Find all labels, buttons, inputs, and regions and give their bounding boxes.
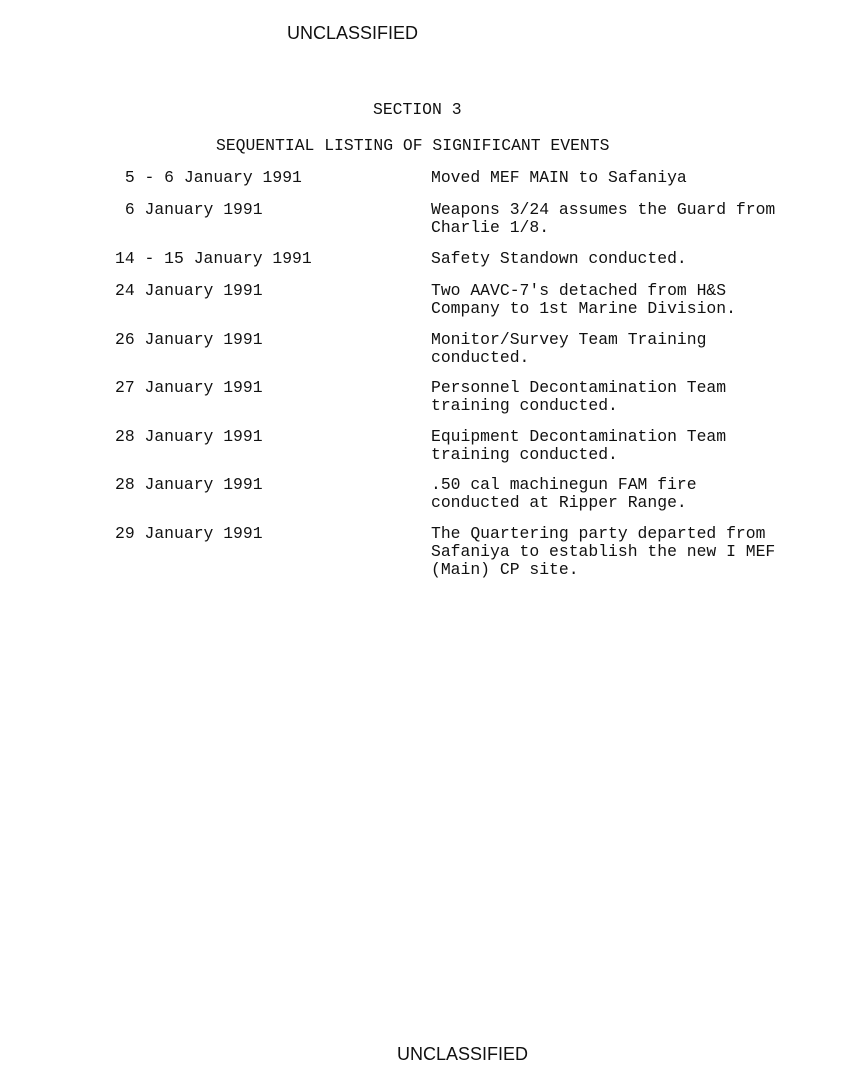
section-title: SECTION 3 <box>373 100 462 119</box>
event-date: 26 January 1991 <box>115 330 263 349</box>
event-description: Safety Standown conducted. <box>431 249 687 268</box>
classification-header: UNCLASSIFIED <box>287 23 419 43</box>
event-date: 5 - 6 January 1991 <box>115 168 302 187</box>
event-date: 28 January 1991 <box>115 427 263 446</box>
event-description: Weapons 3/24 assumes the Guard from Charlie 1/8. <box>431 200 776 237</box>
event-description: Moved MEF MAIN to Safaniya <box>431 168 687 187</box>
classification-footer: UNCLASSIFIED <box>397 1044 529 1064</box>
event-description: The Quartering party departed from Safaniya to establish the new I MEF (Main) CP site. <box>431 524 776 579</box>
document-subtitle: SEQUENTIAL LISTING OF SIGNIFICANT EVENTS <box>216 136 610 155</box>
event-date: 27 January 1991 <box>115 378 263 397</box>
event-date: 28 January 1991 <box>115 475 263 494</box>
event-description: Monitor/Survey Team Training conducted. <box>431 330 707 367</box>
event-description: Two AAVC-7's detached from H&S Company to 1st Marine Division. <box>431 281 736 318</box>
event-date: 29 January 1991 <box>115 524 263 543</box>
event-description: Equipment Decontamination Team training conducted. <box>431 427 727 464</box>
event-date: 14 - 15 January 1991 <box>115 249 312 268</box>
event-description: .50 cal machinegun FAM fire conducted at Ripper Range. <box>431 475 697 512</box>
event-date: 6 January 1991 <box>115 200 263 219</box>
event-description: Personnel Decontamination Team training conducted. <box>431 378 727 415</box>
event-date: 24 January 1991 <box>115 281 263 300</box>
